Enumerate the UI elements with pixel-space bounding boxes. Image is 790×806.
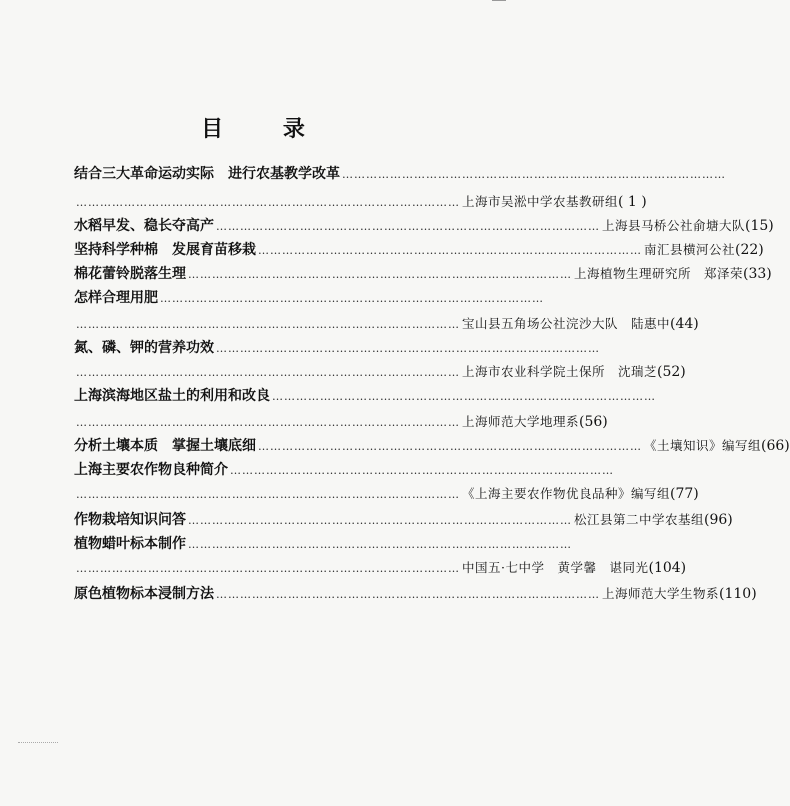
toc-entry [74, 188, 647, 212]
toc-entry [74, 580, 757, 604]
toc-leader-dots: …………………………………………………………………………………… [216, 588, 600, 601]
page-title: 目 录 [201, 117, 331, 142]
toc-entry-page: (15) [745, 218, 774, 234]
toc-entry-page: (104) [648, 560, 687, 576]
toc-entry-title: 棉花蕾铃脱落生理 [74, 266, 186, 282]
toc-entry-page: ( 1 ) [618, 194, 647, 210]
toc-leader-dots: …………………………………………………………………………………… [188, 538, 572, 551]
toc-entry [74, 554, 687, 578]
toc-entry [74, 260, 772, 284]
toc-entry [74, 284, 544, 308]
toc-leader-dots: …………………………………………………………………………………… [76, 196, 460, 209]
toc-entry-title: 水稻早发、稳长夺高产 [74, 218, 214, 234]
toc-entry-source: 《土壤知识》编写组 [644, 438, 762, 453]
toc-entry-title: 氮、磷、钾的营养功效 [74, 340, 214, 356]
toc-entry [74, 480, 699, 504]
toc-entry-title: 结合三大革命运动实际 进行农基教学改革 [74, 166, 340, 182]
toc-leader-dots: …………………………………………………………………………………… [160, 292, 544, 305]
toc-entry-page: (44) [670, 316, 699, 332]
toc-entry-title: 作物栽培知识问答 [74, 512, 186, 528]
toc-entry [74, 310, 699, 334]
toc-entry-title: 怎样合理用肥 [74, 290, 158, 306]
toc-entry-source: 上海市农业科学院土保所 沈瑞芝 [462, 364, 658, 379]
toc-leader-dots: …………………………………………………………………………………… [76, 488, 460, 501]
toc-entry-source: 南汇县横河公社 [644, 242, 736, 257]
toc-entry [74, 212, 774, 236]
toc-entry [74, 506, 733, 530]
toc-entry-source: 上海师范大学地理系 [462, 414, 580, 429]
toc-entry-page: (96) [704, 512, 733, 528]
toc-entry-title: 原色植物标本浸制方法 [74, 586, 214, 602]
toc-entry-source: 《上海主要农作物优良品种》编写组 [462, 486, 671, 501]
toc-leader-dots: …………………………………………………………………………………… [216, 342, 600, 355]
toc-entry [74, 334, 600, 358]
toc-entry-source: 上海县马桥公社俞塘大队 [602, 218, 746, 233]
toc-entry-source: 中国五·七中学 黄学馨 谌同光 [462, 560, 649, 575]
toc-entry-page: (33) [743, 266, 772, 282]
toc-entry-title: 坚持科学种棉 发展育苗移栽 [74, 242, 256, 258]
toc-entry-page: (22) [735, 242, 764, 258]
toc-entry-title: 分析土壤本质 掌握土壤底细 [74, 438, 256, 454]
toc-leader-dots: …………………………………………………………………………………… [188, 514, 572, 527]
toc-entry [74, 530, 572, 554]
toc-entry-title: 植物蜡叶标本制作 [74, 536, 186, 552]
toc-leader-dots: …………………………………………………………………………………… [272, 390, 656, 403]
toc-entry-page: (52) [657, 364, 686, 380]
toc-entry-page: (56) [579, 414, 608, 430]
toc-leader-dots: …………………………………………………………………………………… [258, 440, 642, 453]
toc-entry [74, 432, 790, 456]
toc-entry-source: 松江县第二中学农基组 [574, 512, 705, 527]
toc-entry [74, 358, 686, 382]
toc-leader-dots: …………………………………………………………………………………… [230, 464, 614, 477]
toc-leader-dots: …………………………………………………………………………………… [76, 416, 460, 429]
toc-entry [74, 456, 614, 480]
toc-entry [74, 236, 764, 260]
toc-entry-source: 宝山县五角场公社浣沙大队 陆惠中 [462, 316, 671, 331]
toc-entry-page: (66) [761, 438, 790, 454]
scan-speck [18, 742, 58, 744]
toc-entry-source: 上海市吴淞中学农基教研组 [462, 194, 619, 209]
toc-entry-source: 上海植物生理研究所 郑泽荣 [574, 266, 744, 281]
toc-entry-title: 上海主要农作物良种简介 [74, 462, 228, 478]
toc-entry [74, 408, 608, 432]
toc-entry-page: (110) [719, 586, 757, 602]
toc-leader-dots: …………………………………………………………………………………… [188, 268, 572, 281]
toc-leader-dots: …………………………………………………………………………………… [76, 318, 460, 331]
toc-leader-dots: …………………………………………………………………………………… [76, 562, 460, 575]
toc-entry [74, 160, 726, 184]
toc-leader-dots: …………………………………………………………………………………… [258, 244, 642, 257]
page-edge-mark [492, 0, 506, 17]
toc-leader-dots: …………………………………………………………………………………… [342, 168, 726, 181]
toc-entry [74, 382, 656, 406]
toc-leader-dots: …………………………………………………………………………………… [76, 366, 460, 379]
toc-entry-title: 上海滨海地区盐土的利用和改良 [74, 388, 270, 404]
toc-entry-page: (77) [670, 486, 699, 502]
toc-leader-dots: …………………………………………………………………………………… [216, 220, 600, 233]
toc-entry-source: 上海师范大学生物系 [602, 586, 720, 601]
